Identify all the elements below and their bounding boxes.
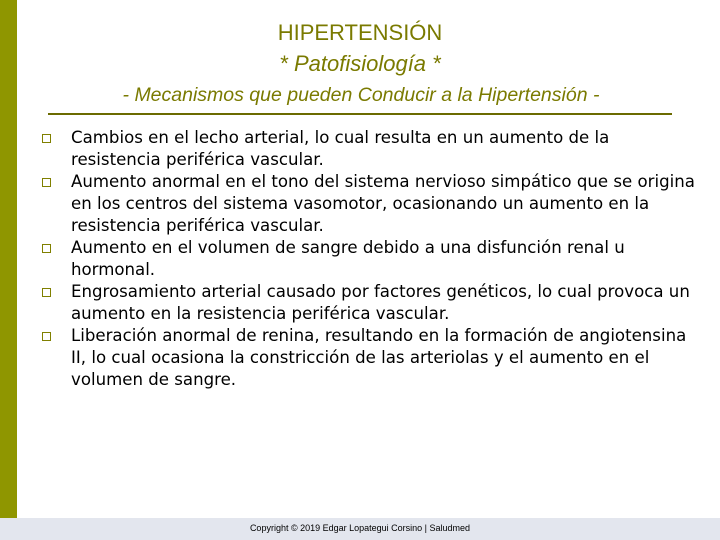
list-item (42, 237, 702, 281)
list-item (42, 127, 702, 171)
hollow-square-icon (42, 134, 51, 143)
slide-title: HIPERTENSIÓN (277, 20, 443, 45)
bullet-list (42, 127, 702, 391)
hollow-square-icon (42, 332, 51, 341)
section-heading: - Mecanismos que pueden Conducir a la Hipertensión - (122, 84, 600, 106)
bullet-text: Liberación anormal de renina, resultando en la formación de angiotensina II, lo cual ocasiona la constricción de las arteriolas y el aumento en el volumen de sangre. (71, 326, 687, 389)
heading-divider (48, 113, 672, 115)
hollow-square-icon (42, 244, 51, 253)
hollow-square-icon (42, 288, 51, 297)
slide-subtitle: * Patofisiología * (279, 51, 441, 76)
list-item (42, 281, 702, 325)
list-item (42, 171, 702, 237)
list-item (42, 325, 702, 391)
bullet-text: Aumento anormal en el tono del sistema nervioso simpático que se origina en los centros del sistema vasomotor, ocasionando un aumento en la resistencia periférica vascular. (71, 172, 695, 235)
bullet-text: Cambios en el lecho arterial, lo cual resulta en un aumento de la resistencia periférica vascular. (71, 128, 610, 169)
copyright-notice: Copyright © 2019 Edgar Lopategui Corsino | Saludmed (249, 523, 471, 533)
hollow-square-icon (42, 178, 51, 187)
bullet-text: Aumento en el volumen de sangre debido a una disfunción renal u hormonal. (71, 238, 625, 279)
bullet-text: Engrosamiento arterial causado por factores genéticos, lo cual provoca un aumento en la resistencia periférica vascular. (71, 282, 690, 323)
